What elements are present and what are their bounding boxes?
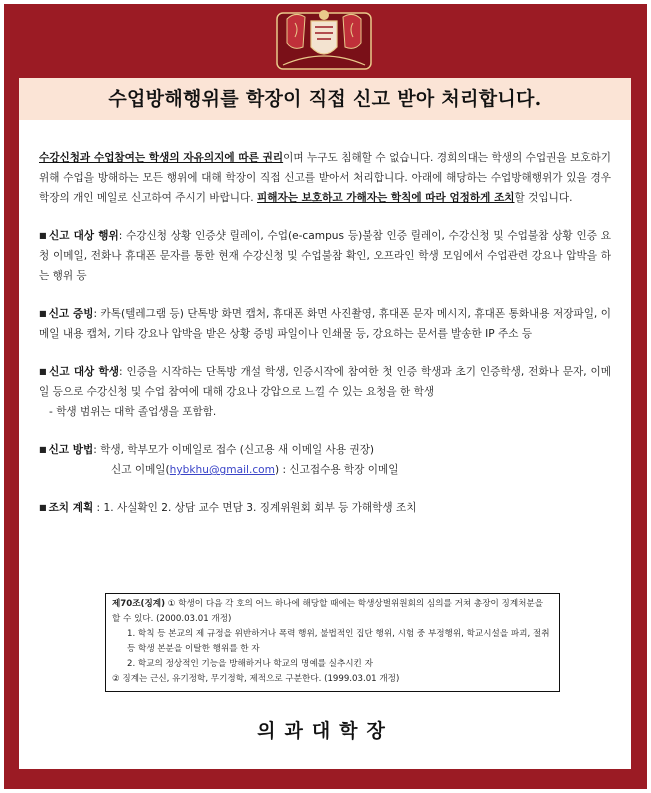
intro-text: 이며 누구도 침해할 수 없습니다. 경희의대는 학생의 수업권을 보호하기 위해 수업을 방해하는 모든 행위에 대해 학장이 직접 신고를 받아서 처리합니다. 아래에 해당하는 수업방해행위가 있을 경우 학장의 개인 메일로 신고하여 주시기 바랍니다. (39, 152, 612, 204)
section-evidence (39, 304, 611, 344)
section-evidence-text: : 카톡(텔레그램 등) 단톡방 화면 캡처, 휴대폰 화면 사진촬영, 휴대폰 문자 메시지, 휴대폰 통화내용 저장파일, 이메일 내용 캡처, 기타 강요나 압박을 받은 상황 증빙 파일이나 인쇄물 등, 강요하는 문서를 발송한 IP 주소 등 (39, 308, 612, 340)
section-target (39, 226, 611, 286)
section-students (39, 362, 611, 402)
section-target-text: : 수강신청 상황 인증샷 릴레이, 수업(e-campus 등)불참 인증 릴레이, 수강신청 및 수업불참 상황 인증 요청 이메일, 전화나 휴대폰 문자를 통한 현재 수강신청 및 수업불참 확인, 오프라인 학생 모임에서 수업관련 강요나 압박을 하는 행위 등 (39, 230, 611, 282)
intro-paragraph (39, 148, 611, 208)
section-students-text: : 인증을 시작하는 단톡방 개설 학생, 인증시작에 참여한 첫 인증 학생과 초기 인증학생, 전화나 문자, 이메일 등으로 수강신청 및 수업 참여에 대해 강요나 강압으로 느낄 수 있는 요청을 한 학생 (39, 366, 611, 398)
email-suffix: ) : 신고접수용 학장 이메일 (274, 464, 399, 476)
bullet-icon: ■ (39, 445, 47, 454)
bullet-icon: ■ (39, 503, 47, 512)
regulation-box (105, 593, 560, 692)
section-method-text: : 학생, 학부모가 이메일로 접수 (신고용 새 이메일 사용 권장) (93, 444, 375, 456)
section-method (39, 440, 611, 460)
notice-body (39, 148, 611, 518)
signature: 의과대학장 (257, 720, 394, 742)
section-plan (39, 498, 611, 518)
intro-emphasis-protection: 피해자는 보호하고 가해자는 학칙에 따라 엄정하게 조치 (257, 192, 515, 204)
report-email-line (39, 460, 611, 480)
email-prefix: 신고 이메일( (111, 464, 170, 476)
section-students-note: - 학생 범위는 대학 졸업생을 포함함. (49, 406, 217, 418)
section-method-label: 신고 방법 (48, 444, 94, 456)
regulation-paragraph-1 (112, 597, 553, 627)
bullet-icon: ■ (39, 367, 48, 376)
intro-emphasis-rights: 수강신청과 수업참여는 학생의 자유의지에 따른 권리 (39, 152, 284, 164)
section-plan-label: 조치 계획 (48, 502, 94, 514)
page-title: 수업방해행위를 학장이 직접 신고 받아 처리합니다. (19, 78, 631, 120)
regulation-heading: 제70조(징계) (112, 599, 166, 609)
regulation-text-1: ① 학생이 다음 각 호의 어느 하나에 해당할 때에는 학생상벌위원회의 심의를 거쳐 총장이 징계처분을 할 수 있다. (2000.03.01 개정) (112, 599, 544, 624)
bullet-icon: ■ (39, 231, 48, 240)
regulation-item-2: 2. 학교의 정상적인 기능을 방해하거나 학교의 명예를 실추시킨 자 (127, 659, 373, 669)
regulation-paragraph-2: ② 징계는 근신, 유기정학, 무기정학, 제적으로 구분한다. (1999.03.01 개정) (112, 674, 400, 684)
bullet-icon: ■ (39, 309, 47, 318)
section-target-label: 신고 대상 행위 (49, 230, 119, 242)
section-plan-text: : 1. 사실확인 2. 상담 교수 면담 3. 징계위원회 회부 등 가해학생 조치 (93, 502, 417, 514)
report-email-link[interactable]: hybkhu@gmail.com (169, 464, 275, 476)
section-evidence-label: 신고 증빙 (48, 308, 94, 320)
intro-text-end: 할 것입니다. (514, 192, 573, 204)
regulation-item-1: 1. 학칙 등 본교의 제 규정을 위반하거나 폭력 행위, 불법적인 집단 행위, 시험 중 부정행위, 학교시설을 파괴, 절취 등 학생 본분을 이탈한 행위를 한 자 (127, 629, 550, 654)
section-students-label: 신고 대상 학생 (49, 366, 119, 378)
school-crest-icon (275, 7, 373, 73)
